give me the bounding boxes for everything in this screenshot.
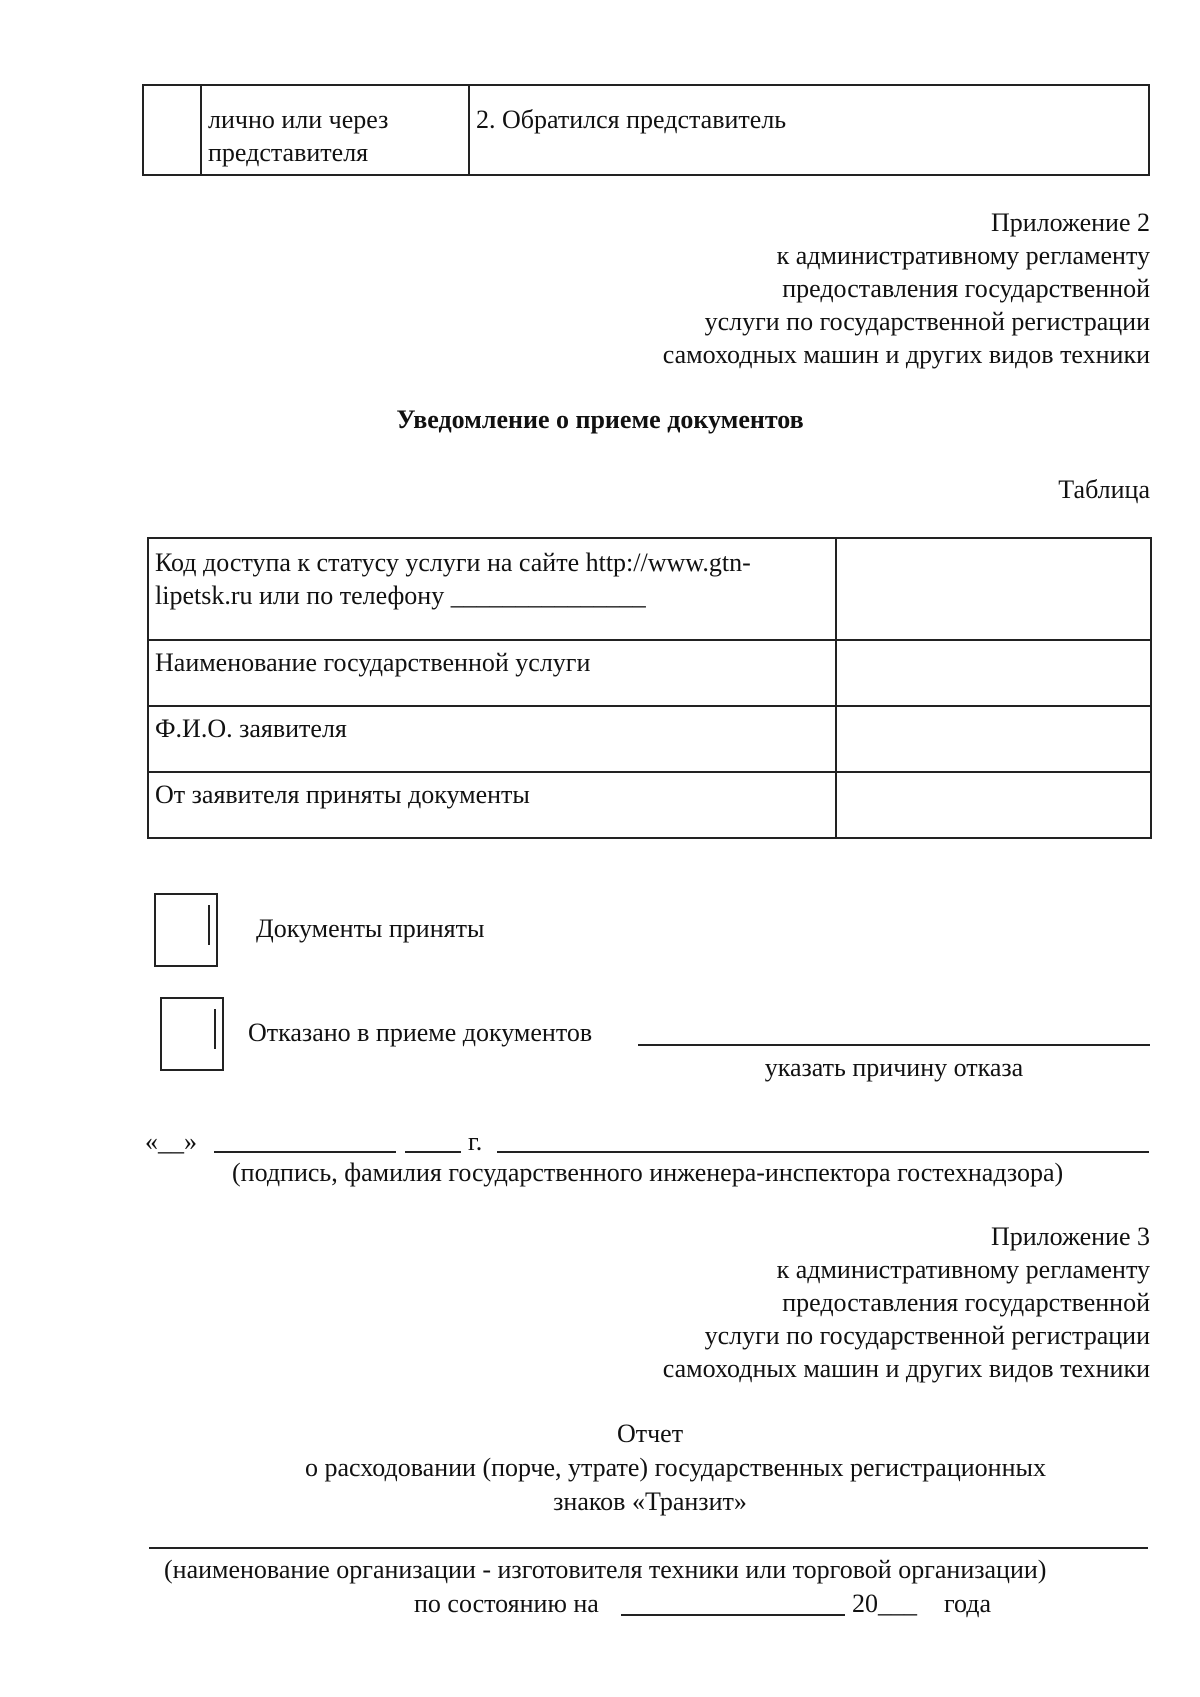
table-cell-empty <box>143 85 201 175</box>
as-of-prefix: по состоянию на <box>414 1589 599 1618</box>
appendix3-line: предоставления государственной <box>782 1288 1150 1317</box>
report-subtitle-line1: о расходовании (порче, утрате) государственных регистрационных <box>305 1453 1046 1482</box>
refused-label: Отказано в приеме документов <box>248 1018 593 1047</box>
signature-caption: (подпись, фамилия государственного инженера-инспектора гостехнадзора) <box>232 1158 1064 1187</box>
table-cell-representative: 2. Обратился представитель <box>469 85 1149 175</box>
appendix3-header <box>450 1220 1150 1385</box>
organization-line[interactable] <box>149 1547 1148 1549</box>
appendix2-line: к административному регламенту <box>776 241 1150 270</box>
appendix3-line: услуги по государственной регистрации <box>704 1321 1150 1350</box>
as-of-date-line[interactable] <box>621 1614 845 1616</box>
refusal-reason-hint: указать причину отказа <box>764 1053 1024 1082</box>
notice-row-value <box>836 706 1151 772</box>
date-year-line[interactable] <box>405 1151 461 1153</box>
notice-row-documents-received: От заявителя приняты документы <box>148 772 836 838</box>
accepted-label: Документы приняты <box>256 914 485 943</box>
appendix2-header <box>450 206 1150 371</box>
date-month-line[interactable] <box>214 1151 396 1153</box>
notice-row-access-code: Код доступа к статусу услуги на сайте http://www.gtn-lipetsk.ru или по телефону _______________ <box>148 538 836 640</box>
appendix3-line: к административному регламенту <box>776 1255 1150 1284</box>
notice-row-value <box>836 772 1151 838</box>
report-subtitle-line2: знаков «Транзит» <box>553 1487 747 1516</box>
as-of-year: 20___ <box>852 1589 917 1618</box>
organization-caption: (наименование организации - изготовителя техники или торговой организации) <box>164 1555 1047 1584</box>
table-cell-mode: лично или через представителя <box>201 85 469 175</box>
notice-row-service-name: Наименование государственной услуги <box>148 640 836 706</box>
appendix3-line: самоходных машин и других видов техники <box>662 1354 1150 1383</box>
notice-row-value <box>836 538 1151 640</box>
notice-title: Уведомление о приеме документов <box>396 405 804 434</box>
signature-line[interactable] <box>497 1151 1149 1153</box>
notice-table <box>147 537 1152 839</box>
appendix2-line: предоставления государственной <box>782 274 1150 303</box>
appendix2-line: услуги по государственной регистрации <box>704 307 1150 336</box>
date-day: «__» <box>145 1127 197 1156</box>
notice-row-applicant-name: Ф.И.О. заявителя <box>148 706 836 772</box>
table-label: Таблица <box>1058 475 1150 504</box>
date-year-suffix: г. <box>468 1127 483 1156</box>
refusal-reason-line[interactable] <box>638 1044 1150 1046</box>
refused-checkbox[interactable] <box>160 997 224 1071</box>
notice-row-value <box>836 640 1151 706</box>
appendix2-line: Приложение 2 <box>990 208 1150 237</box>
top-continuation-table <box>142 84 1150 176</box>
appendix2-line: самоходных машин и других видов техники <box>662 340 1150 369</box>
accepted-checkbox[interactable] <box>154 893 218 967</box>
report-title: Отчет <box>616 1419 684 1448</box>
appendix3-line: Приложение 3 <box>990 1222 1150 1251</box>
as-of-suffix: года <box>944 1589 992 1618</box>
